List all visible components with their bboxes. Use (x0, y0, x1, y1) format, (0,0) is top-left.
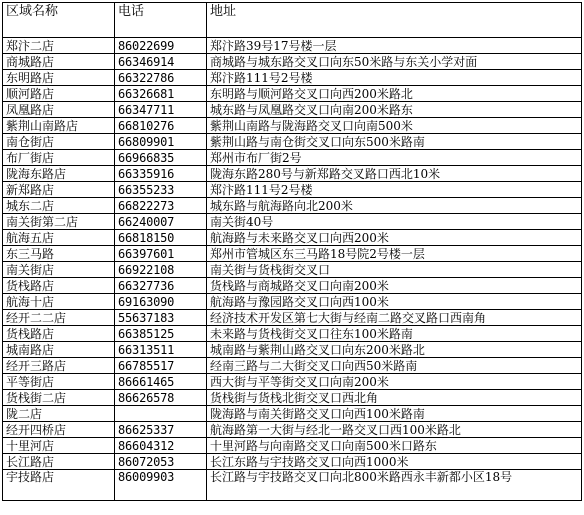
cell-region-name: 货栈街二店 (3, 390, 115, 406)
cell-phone: 86661465 (115, 374, 207, 390)
cell-phone: 66385125 (115, 326, 207, 342)
cell-phone: 86022699 (115, 38, 207, 54)
table-row (3, 246, 582, 262)
cell-phone: 69163090 (115, 294, 207, 310)
cell-region-name: 宇技路店 (3, 470, 115, 501)
cell-address: 南关街40号 (207, 214, 582, 230)
cell-phone: 66397601 (115, 246, 207, 262)
cell-region-name: 顺河路店 (3, 86, 115, 102)
cell-phone: 66335916 (115, 166, 207, 182)
table-row (3, 406, 582, 422)
table-row (3, 358, 582, 374)
cell-region-name: 布厂街店 (3, 150, 115, 166)
cell-phone: 66346914 (115, 54, 207, 70)
table-row (3, 310, 582, 326)
cell-address: 郑汴路39号17号楼一层 (207, 38, 582, 54)
table-row (3, 422, 582, 438)
cell-phone: 86604312 (115, 438, 207, 454)
cell-phone: 55637183 (115, 310, 207, 326)
cell-region-name: 航海五店 (3, 230, 115, 246)
table-row (3, 374, 582, 390)
cell-address: 郑汴路111号2号楼 (207, 70, 582, 86)
cell-phone: 66822273 (115, 198, 207, 214)
table-row (3, 38, 582, 54)
cell-phone: 86009903 (115, 470, 207, 501)
cell-phone: 66322786 (115, 70, 207, 86)
cell-region-name: 经开三路店 (3, 358, 115, 374)
cell-phone: 86625337 (115, 422, 207, 438)
cell-address: 紫荆山南路与陇海路交叉口向南500米 (207, 118, 582, 134)
cell-phone: 66355233 (115, 182, 207, 198)
cell-region-name: 陇海东路店 (3, 166, 115, 182)
cell-phone: 66966835 (115, 150, 207, 166)
cell-region-name: 城南路店 (3, 342, 115, 358)
cell-address: 航海路第一大街与经北一路交叉口西100米路北 (207, 422, 582, 438)
cell-phone: 66922108 (115, 262, 207, 278)
cell-address: 航海路与豫园路交叉口向西100米 (207, 294, 582, 310)
table-row (3, 262, 582, 278)
table-row (3, 182, 582, 198)
table-row (3, 150, 582, 166)
table-row (3, 86, 582, 102)
cell-phone: 66809901 (115, 134, 207, 150)
cell-region-name: 货栈路店 (3, 278, 115, 294)
cell-region-name: 凤凰路店 (3, 102, 115, 118)
cell-address: 郑州市布厂街2号 (207, 150, 582, 166)
cell-address: 郑汴路111号2号楼 (207, 182, 582, 198)
cell-address: 未来路与货栈街交叉口往东100米路南 (207, 326, 582, 342)
cell-region-name: 十里河店 (3, 438, 115, 454)
cell-address: 航海路与未来路交叉口向西200米 (207, 230, 582, 246)
cell-region-name: 郑汴二店 (3, 38, 115, 54)
table-row (3, 454, 582, 470)
cell-address: 南关街与货栈街交叉口 (207, 262, 582, 278)
table-row (3, 390, 582, 406)
cell-address: 紫荆山路与南仓街交叉口向东500米路南 (207, 134, 582, 150)
cell-address: 城南路与紫荆山路交叉口向东200米路北 (207, 342, 582, 358)
cell-region-name: 货栈路店 (3, 326, 115, 342)
cell-region-name: 南仓街店 (3, 134, 115, 150)
cell-region-name: 航海十店 (3, 294, 115, 310)
store-directory-table (2, 2, 582, 501)
cell-region-name: 东明路店 (3, 70, 115, 86)
cell-phone: 66326681 (115, 86, 207, 102)
cell-region-name: 南关街店 (3, 262, 115, 278)
cell-phone: 66347711 (115, 102, 207, 118)
cell-address: 东明路与顺河路交叉口向西200米路北 (207, 86, 582, 102)
cell-address: 城东路与凤凰路交叉口向南200米路东 (207, 102, 582, 118)
cell-address: 经济技术开发区第七大街与经南二路交叉路口西南角 (207, 310, 582, 326)
cell-address: 货栈路与商城路交叉口向南200米 (207, 278, 582, 294)
cell-region-name: 陇二店 (3, 406, 115, 422)
cell-address: 长江东路与宇技路交叉口向西1000米 (207, 454, 582, 470)
header-region-name: 区域名称 (3, 3, 115, 38)
cell-address: 城东路与航海路向北200米 (207, 198, 582, 214)
cell-phone (115, 406, 207, 422)
cell-phone: 86626578 (115, 390, 207, 406)
cell-address: 十里河路与向南路交叉口向南500米口路东 (207, 438, 582, 454)
table-row (3, 70, 582, 86)
cell-region-name: 城东二店 (3, 198, 115, 214)
cell-phone: 66240007 (115, 214, 207, 230)
cell-region-name: 经开二二店 (3, 310, 115, 326)
table-row (3, 54, 582, 70)
table-row (3, 214, 582, 230)
table-row (3, 294, 582, 310)
cell-phone: 66313511 (115, 342, 207, 358)
table-row (3, 342, 582, 358)
table-row (3, 134, 582, 150)
cell-phone: 66327736 (115, 278, 207, 294)
table-row (3, 118, 582, 134)
cell-region-name: 经开四桥店 (3, 422, 115, 438)
table-header-row (3, 3, 582, 38)
cell-region-name: 紫荆山南路店 (3, 118, 115, 134)
cell-address: 郑州市管城区东三马路18号院2号楼一层 (207, 246, 582, 262)
cell-address: 经南三路与二大街交叉口向西50米路南 (207, 358, 582, 374)
cell-region-name: 南关街第二店 (3, 214, 115, 230)
cell-phone: 86072053 (115, 454, 207, 470)
cell-address: 货栈街与货栈北街交叉口西北角 (207, 390, 582, 406)
table-row (3, 438, 582, 454)
table-row (3, 166, 582, 182)
cell-region-name: 东三马路 (3, 246, 115, 262)
cell-address: 商城路与城东路交叉口向东50米路与东关小学对面 (207, 54, 582, 70)
table-row (3, 198, 582, 214)
cell-phone: 66810276 (115, 118, 207, 134)
table-row (3, 102, 582, 118)
header-address: 地址 (207, 3, 582, 38)
header-phone: 电话 (115, 3, 207, 38)
cell-address: 西大街与平等街交叉口向南200米 (207, 374, 582, 390)
table-row (3, 326, 582, 342)
cell-address: 陇海路与南关街路交叉口向西100米路南 (207, 406, 582, 422)
table-row (3, 470, 582, 501)
cell-phone: 66818150 (115, 230, 207, 246)
cell-region-name: 长江路店 (3, 454, 115, 470)
cell-phone: 66785517 (115, 358, 207, 374)
table-row (3, 230, 582, 246)
cell-address: 长江路与宇技路交叉口向北800米路西永丰新都小区18号 (207, 470, 582, 501)
cell-address: 陇海东路280号与新郑路交叉路口西北10米 (207, 166, 582, 182)
cell-region-name: 新郑路店 (3, 182, 115, 198)
cell-region-name: 商城路店 (3, 54, 115, 70)
table-row (3, 278, 582, 294)
cell-region-name: 平等街店 (3, 374, 115, 390)
